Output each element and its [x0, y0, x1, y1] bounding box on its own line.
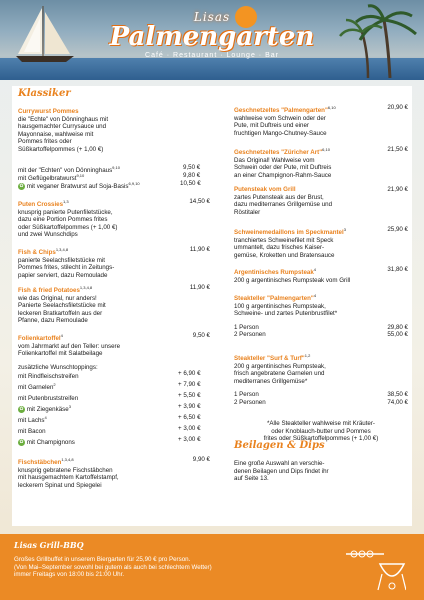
topping-label: mit Champignons [26, 439, 75, 447]
item-price: 11,90 € [189, 246, 210, 253]
menu-item-steakteller-surf-turf [234, 352, 408, 407]
item-name: Currywurst Pommes [18, 108, 79, 115]
topping-row [18, 381, 210, 392]
item-desc-line: wahlweise vom Schwein oder der [234, 114, 326, 122]
allergen-sup: 1,2 [304, 353, 311, 358]
topping-price: + 7,90 € [178, 381, 201, 388]
bbq-line: immer Freitags von 18:00 bis 21:00 Uhr. [14, 571, 125, 579]
brand-line1: Lisas [193, 10, 231, 24]
item-desc-line: Das Original! Wahlweise vom [234, 156, 315, 164]
item-desc-line: frisch angebratene Garnelen und [234, 370, 325, 378]
allergen-sup: 4 [313, 267, 317, 272]
item-desc-line: knusprig panierte Putenfiletstücke, [18, 208, 113, 216]
allergen-sup: 4 [313, 293, 317, 298]
item-desc-line: Röstitaler [234, 208, 261, 216]
topping-row [18, 403, 210, 414]
item-price: 14,50 € [189, 198, 210, 205]
topping-price: + 6,90 € [178, 370, 201, 377]
item-desc-line: Mayonnaise, wahlweise mit [18, 130, 94, 138]
item-desc-line: mit hausgemachtem Kartoffelstampf, [18, 474, 119, 482]
item-price: 31,80 € [387, 266, 408, 273]
vegetarian-leaf-icon: ✿ [19, 438, 24, 445]
item-desc-line: vom Jahrmarkt auf den Teller: unsere [18, 342, 121, 350]
item-desc-line: panierte Seelachsfiletstücke mit [18, 256, 106, 264]
item-name: Geschnetzeltes "Palmengarten" [234, 107, 328, 115]
menu-item-fish-chips [18, 246, 210, 279]
topping-row [18, 436, 210, 447]
beilagen-line: auf Seite 13. [234, 475, 269, 483]
item-price: 21,50 € [387, 146, 408, 153]
item-desc-line: Schweine- und zartes Putenbrustfilet* [234, 310, 338, 318]
item-desc-line: Pommes frites, stilecht in Zeitungs- [18, 264, 115, 272]
option-price: 38,50 € [387, 391, 408, 399]
item-price: 11,90 € [189, 284, 210, 291]
item-desc-line: die "Echte" von Dönninghaus mit [18, 115, 109, 123]
item-desc-line: 100 g argentinisches Rumpsteak, [234, 302, 326, 310]
vegan-leaf-icon: ✿ [19, 182, 24, 189]
item-desc-line: gemüse, Kroketten und Bratensauce [234, 251, 335, 259]
item-name: Steakteller "Palmengarten" [234, 295, 314, 303]
section-title-beilagen: Beilagen & Dips [234, 440, 325, 451]
option-label: 1 Person [234, 323, 259, 331]
note-line: oder Knoblauch-butter und Pommes [271, 427, 371, 435]
menu-item-steakteller-palmengarten [234, 292, 408, 339]
topping-price: + 5,50 € [178, 392, 201, 399]
topping-label: mit Putenbruststreifen [18, 395, 79, 403]
menu-item-rumpsteak [234, 266, 408, 284]
option-price: 74,00 € [387, 399, 408, 407]
bbq-line: Großes Grillbuffet in unserem Biergarten für 25,90 € pro Person. [14, 556, 191, 563]
item-name: Fish & fried Potatoes [18, 287, 80, 295]
item-name: Argentinisches Rumpsteak [234, 269, 314, 277]
item-name: Folienkartoffel [18, 335, 61, 343]
menu-item-geschnetzeltes-zuericher [234, 146, 408, 179]
option-label: 2 Personen [234, 399, 266, 407]
option-row [18, 180, 210, 191]
item-name: Fish & Chips [18, 249, 56, 257]
item-price: 21,90 € [387, 186, 408, 193]
option-label: mit veganer Bratwurst auf Soja-Basis [26, 183, 129, 191]
bbq-text [14, 556, 212, 579]
item-price: 25,90 € [387, 226, 408, 233]
option-price: 55,00 € [387, 331, 408, 339]
item-name: Schweinemedaillons im Speckmantel [234, 229, 344, 237]
option-row [234, 391, 408, 399]
item-desc-line: oder Süßkartoffelpommes (+ 1,00 €) [18, 223, 118, 231]
menu-item-puten-crossies [18, 198, 210, 239]
item-desc-line: Pute, mit Duftreis und einer [234, 122, 309, 130]
item-desc-line: Pfanne, dazu Remoulade [18, 317, 88, 325]
topping-price: + 3,00 € [178, 436, 201, 443]
grill-icon [344, 546, 406, 592]
vegetarian-leaf-icon: ✿ [19, 405, 24, 412]
allergen-sup: 6,9,10 [128, 181, 140, 186]
option-label: 1 Person [234, 391, 259, 399]
topping-row [18, 370, 210, 381]
menu-item-fischstaebchen [18, 456, 210, 489]
option-price: 9,80 € [183, 172, 201, 179]
bbq-line: (Von Mai–September sowohl bei gutem als auch bei schlechtem Wetter) [14, 563, 212, 571]
menu-item-putensteak [234, 186, 408, 216]
option-price: 10,50 € [180, 180, 201, 187]
topping-label: mit Rindfleischstreifen [18, 373, 79, 381]
option-row [234, 331, 408, 339]
item-desc-line: und zwei Wunschdips [18, 231, 78, 239]
allergen-sup: 9,10 [112, 165, 120, 170]
option-row [234, 324, 408, 332]
menu-panel [12, 86, 412, 526]
section-title-klassiker: Klassiker [18, 88, 71, 99]
allergen-sup: 6,10 [327, 105, 336, 110]
allergen-sup: 1,3 [63, 199, 69, 204]
option-row [234, 399, 408, 407]
brand-name: Palmengarten [109, 22, 315, 52]
allergen-sup: 9,10 [76, 173, 85, 178]
topping-price: + 6,50 € [178, 414, 201, 421]
item-desc-line: Folienkartoffel mit Salatbeilage [18, 350, 103, 358]
item-desc-line: dazu mediterranes Grillgemüse und [234, 201, 333, 209]
item-desc-line: an einer Champignon-Rahm-Sauce [234, 171, 332, 179]
allergen-sup: 2 [53, 382, 56, 387]
item-desc-line: Panierte Seelachsfiletstücke mit [18, 302, 106, 310]
topping-label: mit Lachs [18, 417, 45, 425]
bbq-banner [0, 534, 424, 600]
menu-item-geschnetzeltes-palmengarten [234, 104, 408, 137]
topping-label: mit Bacon [18, 428, 46, 436]
brand-tagline: Café · Restaurant · Lounge · Bar [145, 52, 279, 59]
item-desc-line: papier serviert, dazu Remoulade [18, 271, 108, 279]
item-desc-line: knusprig gebratene Fischstäbchen [18, 466, 113, 474]
item-desc-line: leckeren Bratkartoffeln aus der [18, 309, 103, 317]
topping-price: + 3,00 € [178, 425, 201, 432]
item-desc-line: Pommes frites oder [18, 138, 72, 146]
item-price: 9,50 € [192, 332, 210, 339]
option-price: 29,80 € [387, 323, 408, 331]
toppings-label: zusätzliche Wunschtoppings: [18, 363, 98, 371]
note-line: *Alle Steakteller wahlweise mit Kräuter- [267, 420, 375, 427]
item-price: 9,90 € [192, 456, 210, 463]
bbq-title: Lisas Grill-BBQ [14, 540, 84, 550]
item-desc-line: hausgemachter Currysauce und [18, 123, 107, 131]
item-desc-line: mediterranes Grillgemüse* [234, 377, 308, 385]
topping-price: + 3,90 € [178, 403, 201, 410]
allergen-sup: 3 [68, 404, 71, 409]
item-desc-line: ummantelt, dazu frisches Kaiser- [234, 244, 325, 252]
item-desc-line: Süßkartoffelpommes (+ 1,00 €) [18, 145, 104, 153]
item-name: Geschnetzeltes "Züricher Art" [234, 149, 323, 157]
menu-item-fish-potatoes [18, 284, 210, 325]
option-label: mit Geflügelbratwurst [18, 175, 77, 183]
allergen-sup: 4 [60, 333, 63, 338]
topping-row [18, 392, 210, 403]
item-name: Steakteller "Surf & Turf" [234, 355, 305, 363]
menu-item-schweinemedaillons [234, 226, 408, 259]
note-line: frites oder Süßkartoffelpommes (+ 1,00 €) [263, 435, 379, 443]
item-desc-line: dazu eine Portion Pommes frites [18, 216, 108, 224]
allergen-sup: 1,3,4,8 [55, 247, 69, 252]
item-name: Putensteak vom Grill [234, 186, 296, 193]
item-desc-line: wie das Original, nur anders! [18, 294, 97, 302]
option-label: mit der "Echten" von Dönninghaus [18, 167, 113, 175]
item-desc-line: 200 g argentinisches Rumpsteak vom Grill [234, 276, 351, 284]
allergen-sup: 4 [44, 415, 47, 420]
topping-row [18, 425, 210, 436]
beilagen-line: denen Beilagen und Dips findet ihr [234, 467, 329, 475]
item-desc-line: zartes Putensteak aus der Brust, [234, 193, 324, 201]
header-banner [0, 0, 424, 80]
beilagen-line: Eine große Auswahl an verschie- [234, 460, 325, 467]
item-name: Fischstäbchen [18, 459, 62, 467]
allergen-sup: 3 [343, 227, 346, 232]
item-desc-line: tranchiertes Schweinefilet mit Speck [234, 236, 334, 244]
allergen-sup: 1,3,4,8 [79, 285, 93, 290]
menu-item-folienkartoffel [18, 332, 210, 371]
option-price: 9,50 € [183, 164, 201, 171]
item-desc-line: 200 g argentinisches Rumpsteak, [234, 362, 326, 370]
topping-label: mit Ziegenkäse [26, 406, 69, 414]
menu-item-currywurst [18, 108, 210, 154]
allergen-sup: 6,10 [322, 147, 330, 152]
beilagen-text [234, 460, 329, 483]
option-label: 2 Personen [234, 331, 266, 339]
item-desc-line: Schwein oder der Pute, mit Duftreis [234, 164, 332, 172]
topping-row [18, 414, 210, 425]
topping-label: mit Garnelen [18, 384, 54, 392]
allergen-sup: 1,3,4,8 [61, 457, 74, 462]
item-name: Puten Crossies [18, 201, 64, 209]
item-desc-line: leckerem Spinat und Spiegelei [18, 481, 102, 489]
item-price: 20,90 € [387, 104, 408, 111]
item-desc-line: fruchtigen Mango-Chutney-Sauce [234, 129, 327, 137]
